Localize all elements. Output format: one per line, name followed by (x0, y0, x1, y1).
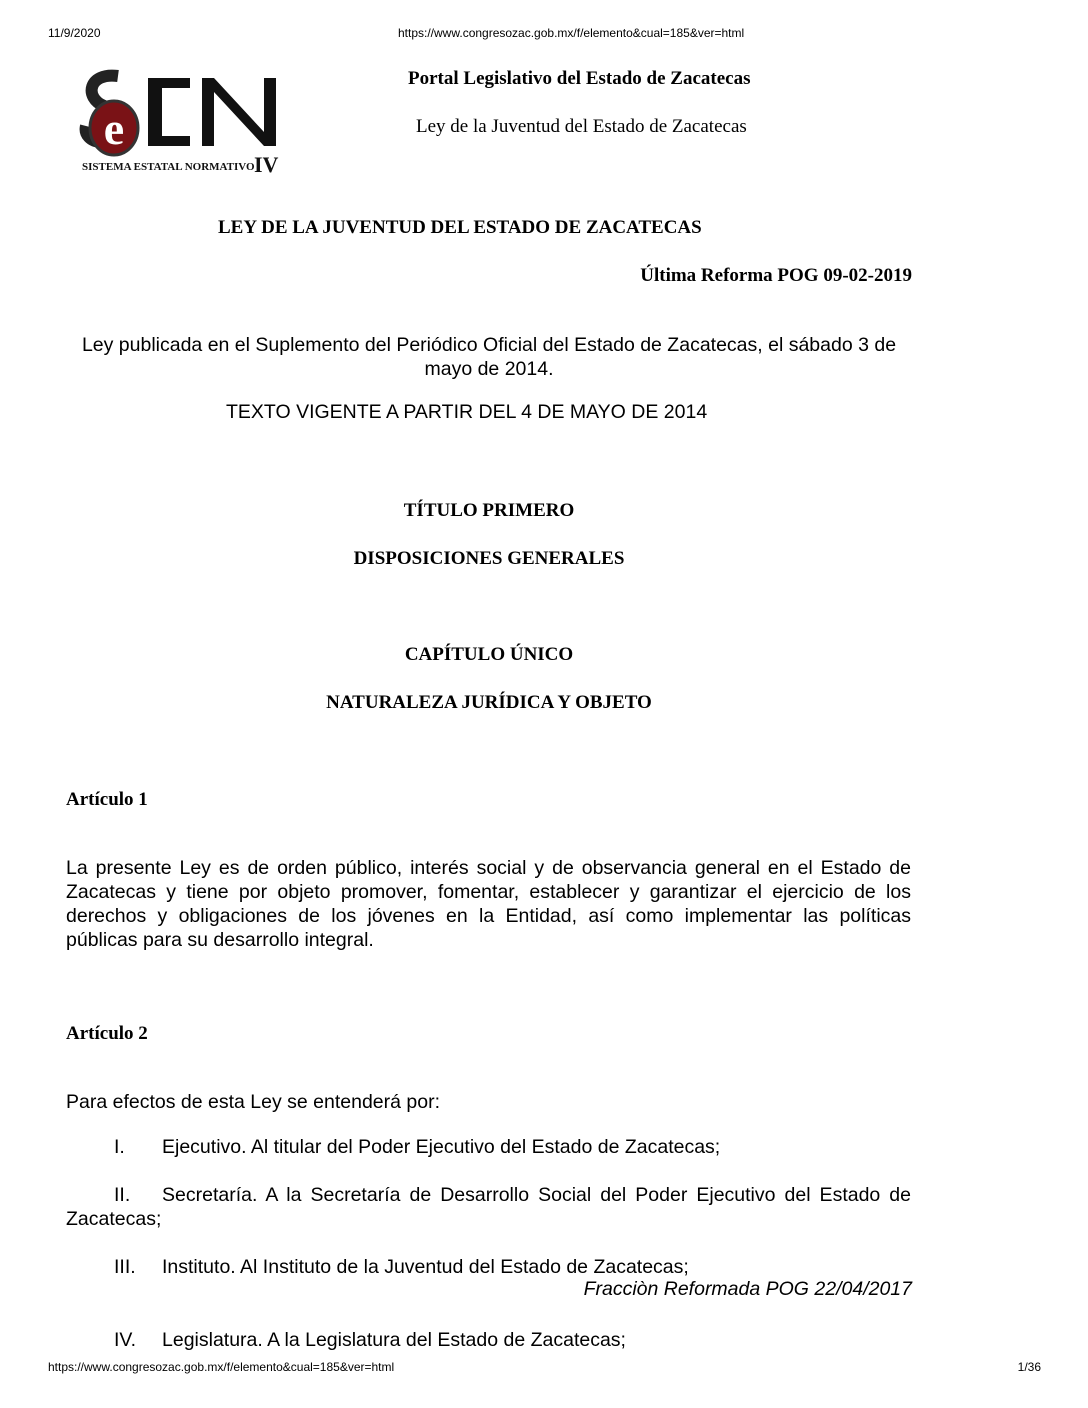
capitulo-name: NATURALEZA JURÍDICA Y OBJETO (326, 692, 652, 713)
titulo-name: DISPOSICIONES GENERALES (353, 548, 625, 569)
item-text: Ejecutivo. Al titular del Poder Ejecutivo del Estado de Zacatecas; (162, 1136, 721, 1158)
item-number: IV. (114, 1329, 137, 1351)
portal-subtitle: Ley de la Juventud del Estado de Zacatecas (416, 116, 747, 137)
list-item (66, 1255, 911, 1279)
item-text: Legislatura. A la Legislatura del Estado de Zacatecas; (162, 1329, 626, 1351)
reform-note: Fracciòn Reformada POG 22/04/2017 (583, 1278, 912, 1300)
item-number: III. (114, 1256, 136, 1278)
item-text: Secretaría. A la Secretaría de Desarrollo Social del Poder Ejecutivo del Estado de Zacatecas; (66, 1184, 911, 1230)
item-number: I. (114, 1136, 125, 1158)
last-reform: Última Reforma POG 09-02-2019 (640, 265, 912, 286)
list-item (66, 1328, 911, 1352)
print-url: https://www.congresozac.gob.mx/f/elemento&cual=185&ver=html (398, 26, 745, 40)
article-1-heading: Artículo 1 (66, 789, 148, 810)
article-1-text: La presente Ley es de orden público, interés social y de observancia general en el Estado de Zacatecas y tiene por objeto promover, fomentar, establecer y garantizar el ejercicio de los derechos y obligaciones de los jóvenes en la Entidad, así como implementar las políticas públicas para su desarrollo integral. (66, 857, 911, 951)
article-2-intro: Para efectos de esta Ley se entenderá por: (66, 1091, 440, 1113)
item-number: II. (114, 1184, 131, 1206)
article-2-heading: Artículo 2 (66, 1023, 148, 1044)
item-text: Instituto. Al Instituto de la Juventud del Estado de Zacatecas; (162, 1256, 689, 1278)
capitulo-heading: CAPÍTULO ÚNICO (404, 644, 574, 665)
document-title: LEY DE LA JUVENTUD DEL ESTADO DE ZACATECAS (218, 217, 702, 238)
svg-text:IV: IV (254, 152, 279, 176)
page-number: 1/36 (1017, 1360, 1041, 1374)
svg-text:e: e (103, 103, 125, 154)
list-item (66, 1135, 911, 1159)
publication-note: Ley publicada en el Suplemento del Periódico Oficial del Estado de Zacatecas, el sábado 3 de mayo de 2014. (81, 334, 897, 380)
sen-logo (78, 68, 282, 176)
print-date: 11/9/2020 (48, 26, 101, 40)
titulo-heading: TÍTULO PRIMERO (403, 500, 575, 521)
portal-title: Portal Legislativo del Estado de Zacatecas (408, 68, 751, 89)
list-item (66, 1183, 911, 1231)
in-force-note: TEXTO VIGENTE A PARTIR DEL 4 DE MAYO DE 2014 (226, 401, 708, 423)
svg-text:SISTEMA ESTATAL NORMATIVO: SISTEMA ESTATAL NORMATIVO (82, 161, 255, 173)
footer-url: https://www.congresozac.gob.mx/f/elemento&cual=185&ver=html (48, 1360, 395, 1374)
